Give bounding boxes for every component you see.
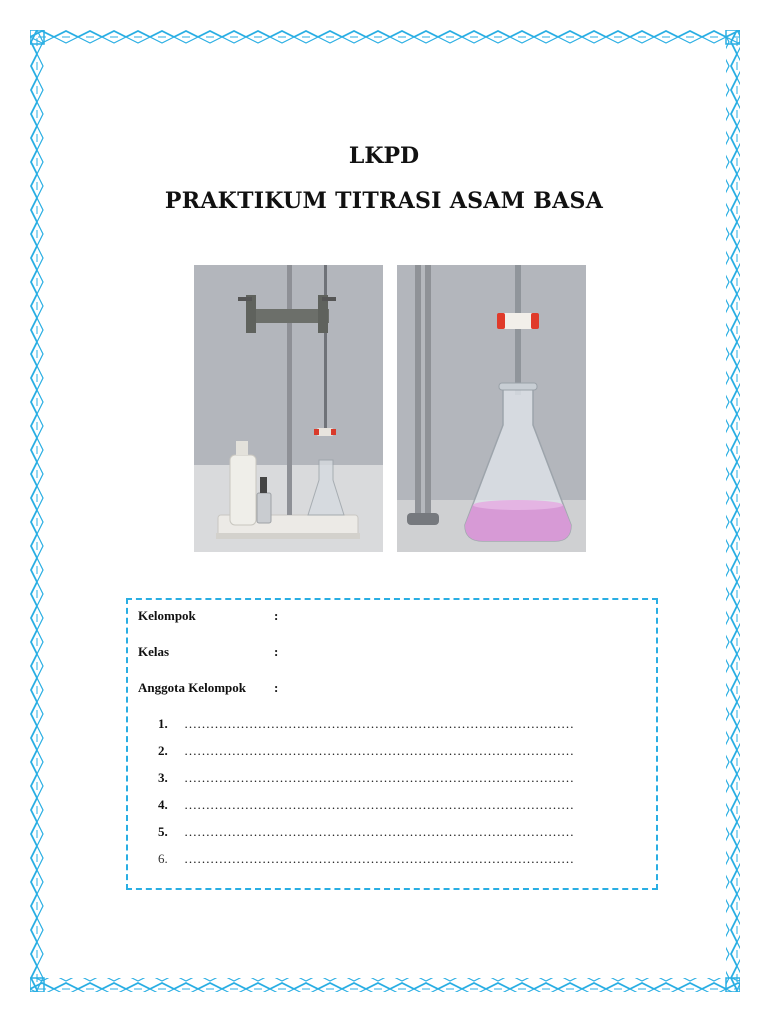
member-number: 1. — [158, 716, 168, 731]
list-item — [158, 770, 638, 797]
field-label: Kelompok — [138, 608, 196, 623]
page-title: LKPD — [348, 143, 420, 169]
member-number: 3. — [158, 770, 168, 785]
field-colon: : — [274, 644, 279, 659]
field-kelas — [138, 644, 278, 660]
field-kelompok — [138, 608, 278, 624]
member-number: 2. — [158, 743, 168, 758]
field-label: Anggota Kelompok — [138, 680, 246, 695]
field-anggota-kelompok — [138, 680, 278, 696]
member-fill-line: ……………………………………………………………………………… — [184, 797, 574, 812]
group-info-box — [126, 598, 658, 890]
member-fill-line: ……………………………………………………………………………… — [184, 824, 574, 839]
member-number: 5. — [158, 824, 168, 839]
list-item — [158, 851, 638, 878]
list-item — [158, 824, 638, 851]
titration-setup-photo — [194, 265, 383, 552]
member-fill-line: ……………………………………………………………………………… — [184, 851, 574, 866]
list-item — [158, 797, 638, 824]
member-fill-line: ……………………………………………………………………………… — [184, 716, 574, 731]
field-colon: : — [274, 680, 279, 695]
member-fill-line: ……………………………………………………………………………… — [184, 743, 574, 758]
list-item — [158, 716, 638, 743]
member-number: 4. — [158, 797, 168, 812]
member-list — [158, 716, 638, 878]
member-number: 6. — [158, 851, 168, 866]
field-label: Kelas — [138, 644, 170, 659]
member-fill-line: ……………………………………………………………………………… — [184, 770, 574, 785]
field-colon: : — [274, 608, 279, 623]
list-item — [158, 743, 638, 770]
page-subtitle: PRAKTIKUM TITRASI ASAM BASA — [164, 188, 604, 214]
erlenmeyer-flask-photo — [397, 265, 586, 552]
